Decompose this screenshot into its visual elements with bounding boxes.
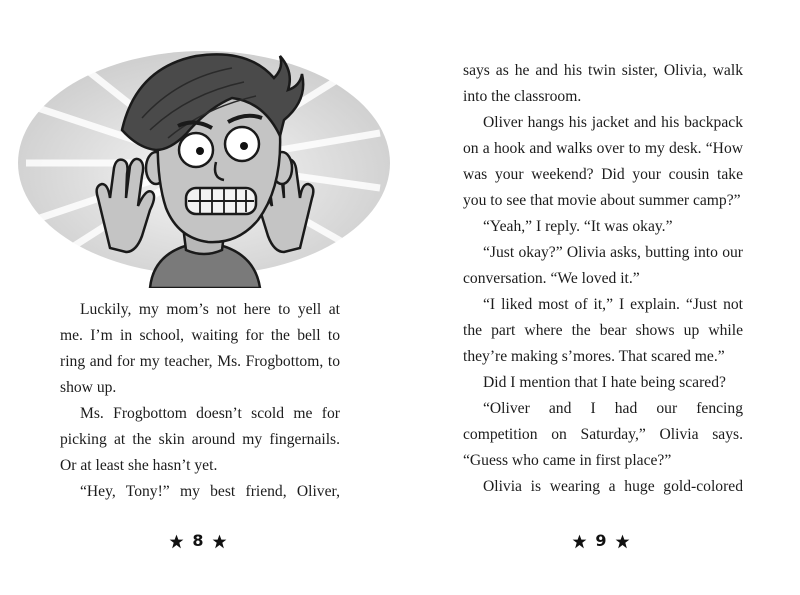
scared-boy-illustration	[18, 38, 390, 288]
paragraph: Oliver hangs his jacket and his backpack on a hook and walks over to my desk. “How was your weekend? Did your cousin take you to see that movie about summer camp?”	[463, 114, 743, 209]
paragraph: “Just okay?” Olivia asks, butting into our conversation. “We loved it.”	[463, 244, 743, 287]
paragraph: “I liked most of it,” I explain. “Just not the part where the bear shows up while they’re making s’mores. That scared me.”	[463, 296, 743, 365]
paragraph: “Hey, Tony!” my best friend, Oliver,	[80, 483, 340, 500]
star-icon	[169, 534, 184, 549]
paragraph: “Yeah,” I reply. “It was okay.”	[483, 218, 673, 235]
paragraph: Luckily, my mom’s not here to yell at me. I’m in school, waiting for the bell to ring and for my teacher, Ms. Frogbottom, to show up.	[60, 301, 340, 396]
paragraph: Olivia is wearing a huge gold-colored	[483, 478, 743, 495]
paragraph-continuation: says as he and his twin sister, Olivia, walk into the classroom.	[463, 62, 743, 105]
right-page-text	[463, 58, 743, 500]
left-page-text	[60, 297, 340, 505]
page-number: 9	[595, 531, 607, 550]
star-icon	[572, 534, 587, 549]
page-number-footer	[561, 530, 641, 552]
star-icon	[212, 534, 227, 549]
star-icon	[615, 534, 630, 549]
paragraph: Did I mention that I hate being scared?	[483, 374, 726, 391]
page-number-footer	[158, 530, 238, 552]
paragraph: “Oliver and I had our fencing competition on Saturday,” Olivia says. “Guess who came in first place?”	[463, 400, 743, 469]
paragraph: Ms. Frogbottom doesn’t scold me for picking at the skin around my fingernails. Or at least she hasn’t yet.	[60, 405, 340, 474]
page-number: 8	[192, 531, 204, 550]
